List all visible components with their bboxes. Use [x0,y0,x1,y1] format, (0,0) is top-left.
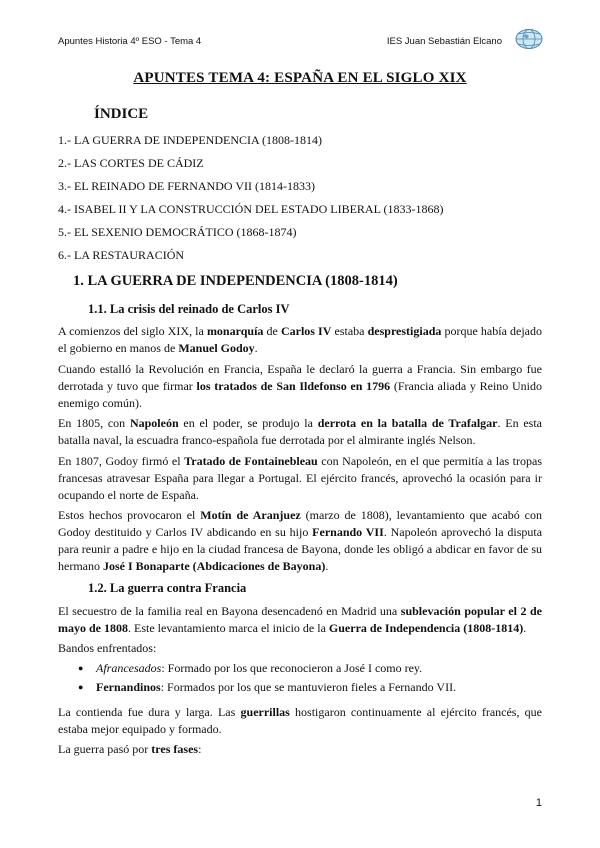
bold-run: los tratados de San Ildefonso en 1796 [196,379,391,393]
index-item: 3.- EL REINADO DE FERNANDO VII (1814-1833) [58,179,315,193]
section-heading: 1. LA GUERRA DE INDEPENDENCIA (1808-1814) [73,273,398,289]
page-title: APUNTES TEMA 4: ESPAÑA EN EL SIGLO XIX [133,70,467,86]
bold-run: Fernando VII [312,525,384,539]
index-heading: ÍNDICE [94,106,149,122]
paragraph: La guerra pasó por tres fases: [58,742,202,756]
bold-run: sublevación popular el 2 de mayo de 1808 [58,604,542,635]
bold-run: Guerra de Independencia (1808-1814) [328,621,524,635]
page-number: 1 [535,797,542,809]
subsection-heading: 1.2. La guerra contra Francia [88,581,247,595]
factions-list [78,660,456,698]
bold-run: Fernandinos [96,680,161,694]
index-item: 5.- EL SEXENIO DEMOCRÁTICO (1868-1874) [58,225,297,239]
index-item: 4.- ISABEL II Y LA CONSTRUCCIÓN DEL ESTADO LIBERAL (1833-1868) [58,202,444,216]
bold-run: guerrillas [240,705,290,719]
paragraph: A comienzos del siglo XIX, la monarquía de Carlos IV estaba desprestigiada porque había dejado el gobierno en manos de Manuel Godoy. [58,324,543,355]
bold-run: tres fases [151,742,199,756]
bold-run: José I Bonaparte (Abdicaciones de Bayona) [102,559,326,573]
index-item: 1.- LA GUERRA DE INDEPENDENCIA (1808-1814) [58,133,322,147]
paragraph: En 1807, Godoy firmó el Tratado de Fontainebleau con Napoleón, en el que permitía a las tropas francesas atravesar España para llegar a Portugal. El ejército francés, aprovechó la ocasión para ir ocupando el norte de España. [58,454,542,502]
bold-run: Manuel Godoy [178,341,255,355]
list-item: ● Afrancesados: Formado por los que reconocieron a José I como rey. [78,660,456,679]
paragraph: Estos hechos provocaron el Motín de Aranjuez (marzo de 1808), levantamiento que acabó con Godoy destituido y Carlos IV abdicando en su hijo Fernando VII. Napoleón aprovechó la disputa para reunir a padre e hijo en la ciudad francesa de Bayona, donde les obligó a abdicar en favor de su hermano José I Bonaparte (Abdicaciones de Bayona). [58,508,543,573]
header-course: Apuntes Historia 4º ESO - Tema 4 [58,36,202,47]
paragraph: En 1805, con Napoleón en el poder, se produjo la derrota en la batalla de Trafalgar. En esta batalla naval, la escuadra franco-española fue derrotada por el almirante inglés Nelson. [58,416,542,447]
list-item: ● Fernandinos: Formados por los que se mantuvieron fieles a Fernando VII. [78,679,456,698]
bold-run: derrota en la batalla de Trafalgar [317,416,498,430]
paragraph: Cuando estalló la Revolución en Francia, España le declaró la guerra a Francia. Sin embargo fue derrotada y tuvo que firmar los tratados de San Ildefonso en 1796 (Francia aliada y Reino Unido enemigo común). [58,362,543,410]
bold-run: Motín de Aranjuez [200,508,301,522]
paragraph: Bandos enfrentados: [58,641,157,655]
page-header [58,28,544,54]
bold-run: Carlos IV [280,324,332,338]
paragraph: El secuestro de la familia real en Bayona desencadenó en Madrid una sublevación popular el 2 de mayo de 1808. Este levantamiento marca el inicio de la Guerra de Independencia (1808-1814). [58,604,542,635]
italic-run: Afrancesados [96,661,162,675]
school-globe-icon [514,28,544,50]
subsection-heading: 1.1. La crisis del reinado de Carlos IV [88,302,290,316]
index-list [58,131,443,269]
bold-run: Tratado de Fontainebleau [184,454,318,468]
bold-run: monarquía [206,324,264,338]
index-item: 2.- LAS CORTES DE CÁDIZ [58,156,204,170]
index-item: 6.- LA RESTAURACIÓN [58,248,185,262]
bold-run: Napoleón [129,416,179,430]
paragraph: La contienda fue dura y larga. Las guerrillas hostigaron continuamente al ejército francés, que estaba mejor equipado y formado. [58,705,543,736]
header-school: IES Juan Sebastián Elcano [386,36,502,47]
bold-run: desprestigiada [367,324,442,338]
